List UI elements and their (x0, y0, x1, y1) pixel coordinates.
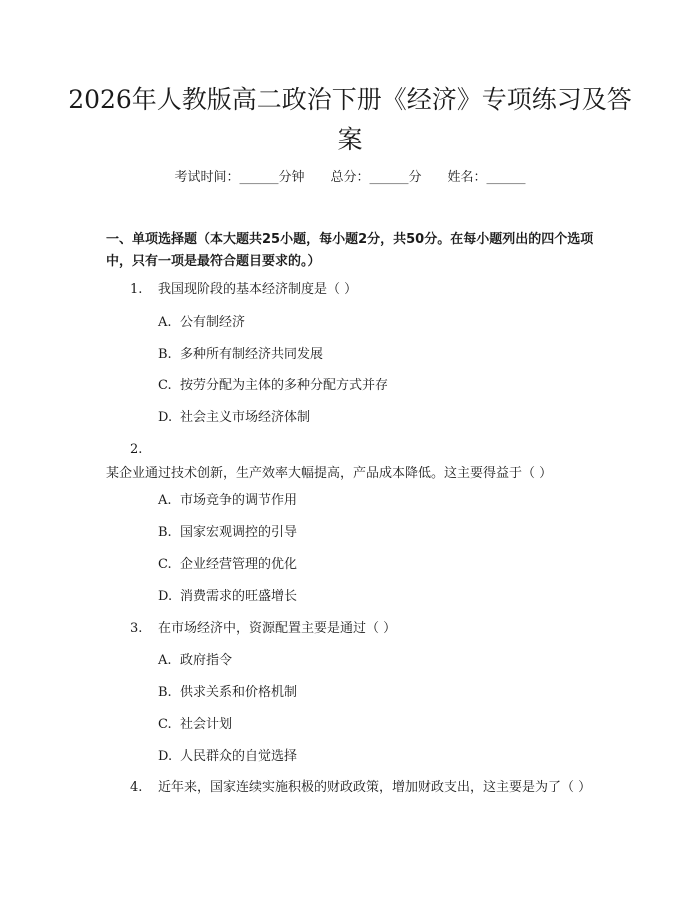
option-letter: C. (158, 557, 172, 572)
answer-option (158, 345, 598, 365)
option-letter: A. (158, 653, 172, 668)
option-letter: C. (158, 378, 172, 393)
question-text: 某企业通过技术创新，生产效率大幅提高，产品成本降低。这主要得益于（ ） (106, 466, 553, 481)
option-text: 社会计划 (180, 717, 233, 732)
answer-option (158, 523, 598, 543)
answer-option (158, 683, 598, 703)
student-name-label: 姓名：______ (447, 170, 526, 185)
option-letter: B. (158, 685, 172, 700)
answer-option (158, 587, 598, 607)
question-number: 2. (130, 442, 143, 457)
option-text: 按劳分配为主体的多种分配方式并存 (180, 378, 389, 393)
option-letter: A. (158, 315, 172, 330)
question-number: 1. (130, 282, 143, 297)
answer-option (158, 747, 598, 767)
option-text: 公有制经济 (180, 315, 246, 330)
answer-option (158, 376, 598, 396)
option-letter: D. (158, 589, 173, 604)
option-text: 社会主义市场经济体制 (180, 410, 311, 425)
option-letter: A. (158, 493, 172, 508)
option-text: 企业经营管理的优化 (180, 557, 298, 572)
question-stem (106, 617, 601, 641)
option-letter: C. (158, 717, 172, 732)
option-text: 国家宏观调控的引导 (180, 525, 298, 540)
option-letter: D. (158, 749, 173, 764)
document-title: 2026年人教版高二政治下册《经济》专项练习及答案 (68, 85, 632, 154)
answer-option (158, 651, 598, 671)
option-letter: D. (158, 410, 173, 425)
option-text: 供求关系和价格机制 (180, 685, 298, 700)
question-text: 近年来，国家连续实施积极的财政政策，增加财政支出，这主要是为了（ ） (158, 780, 592, 795)
total-score-label: 总分：______分 (330, 170, 422, 185)
answer-option (158, 555, 598, 575)
option-text: 消费需求的旺盛增长 (180, 589, 298, 604)
exam-time-label: 考试时间：______分钟 (174, 170, 305, 185)
question-stem (106, 776, 601, 800)
answer-option (158, 313, 598, 333)
question-number: 4. (130, 780, 143, 795)
question-stem (106, 438, 601, 486)
option-text: 人民群众的自觉选择 (180, 749, 298, 764)
answer-option (158, 491, 598, 511)
question-stem (106, 278, 601, 302)
exam-info-line (0, 168, 700, 188)
question-number: 3. (130, 621, 143, 636)
option-text: 政府指令 (180, 653, 233, 668)
option-text: 多种所有制经济共同发展 (180, 347, 324, 362)
question-text: 在市场经济中，资源配置主要是通过（ ） (158, 621, 397, 636)
section-heading: 一、单项选择题（本大题共25小题，每小题2分，共50分。在每小题列出的四个选项中，只有一项是最符合题目要求的。） (106, 232, 594, 269)
answer-option (158, 408, 598, 428)
option-text: 市场竞争的调节作用 (180, 493, 298, 508)
option-letter: B. (158, 347, 172, 362)
option-letter: B. (158, 525, 172, 540)
question-text: 我国现阶段的基本经济制度是（ ） (158, 282, 358, 297)
answer-option (158, 715, 598, 735)
